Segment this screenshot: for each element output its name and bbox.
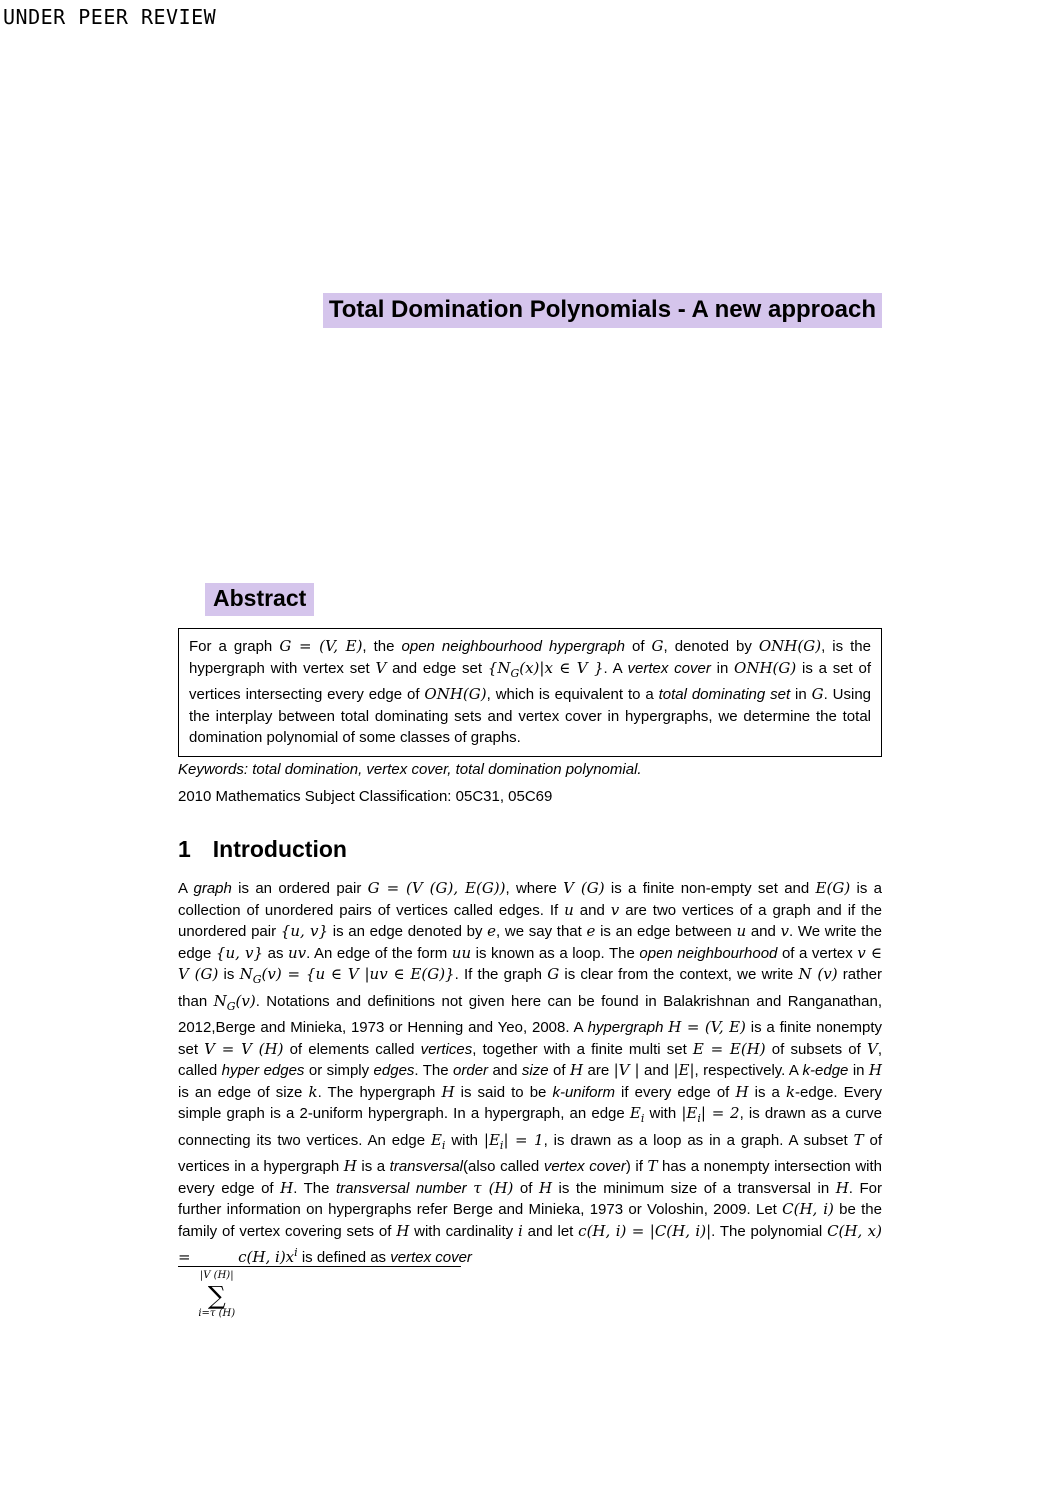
- sigma-glyph: ∑: [207, 1280, 226, 1310]
- text-segment: . The hypergraph: [317, 1083, 442, 1101]
- math-segment: uu: [451, 943, 472, 962]
- math-segment: |E: [681, 1104, 698, 1122]
- math-segment: G = (V (G), E(G)): [367, 879, 506, 897]
- introduction-text: [178, 879, 883, 1319]
- math-segment: H: [441, 1082, 455, 1101]
- text-segment: is an edge of size: [178, 1083, 309, 1101]
- text-segment: is clear from the context, we write: [559, 966, 799, 983]
- math-segment: ONH(G): [758, 637, 822, 655]
- text-segment: . A: [603, 659, 628, 677]
- text-segment: . The: [414, 1062, 454, 1079]
- text-segment: of: [513, 1179, 539, 1197]
- math-segment: e: [586, 922, 596, 940]
- text-segment: . The: [293, 1179, 336, 1197]
- peer-review-banner: UNDER PEER REVIEW: [3, 5, 217, 29]
- text-segment: A: [178, 880, 194, 897]
- math-segment: i: [294, 1246, 298, 1259]
- text-segment: and: [639, 1062, 674, 1079]
- text-segment: and let: [522, 1222, 579, 1240]
- math-segment: C(H, i): [782, 1200, 834, 1218]
- text-segment: . Using the interplay between total dominating sets and vertex cover in hypergraphs, we determine the total domination polynomial of some classes of graphs.: [189, 686, 872, 747]
- text-segment: is an edge denoted by: [328, 923, 488, 940]
- math-segment: i: [499, 1138, 504, 1152]
- text-segment: , the: [362, 638, 402, 655]
- math-segment: i: [640, 1112, 645, 1125]
- text-segment: . For further information on hypergraphs refer Berge and Minieka, 1973 or Voloshin, 2009. Let: [178, 1179, 882, 1218]
- text-segment: in: [848, 1062, 869, 1079]
- math-segment: e: [487, 922, 497, 940]
- summation-symbol: [198, 1270, 235, 1320]
- text-segment: For a graph: [189, 638, 280, 655]
- text-segment: , we say that: [496, 923, 587, 940]
- math-segment: N: [239, 965, 253, 983]
- math-segment: C(H, x) =: [178, 1221, 882, 1266]
- text-segment: is: [218, 966, 240, 983]
- text-segment: of subsets of: [765, 1040, 867, 1058]
- math-segment: H = (V, E): [668, 1018, 746, 1036]
- text-segment: , respectively. A: [694, 1062, 803, 1079]
- text-segment: with: [445, 1131, 484, 1149]
- math-segment: H: [868, 1061, 883, 1079]
- text-segment: of: [548, 1062, 570, 1079]
- math-segment: N (v): [798, 965, 838, 983]
- text-segment: is a: [356, 1158, 390, 1175]
- emphasis-segment: vertex cover: [390, 1249, 472, 1266]
- math-segment: G: [811, 685, 824, 704]
- emphasis-segment: k-uniform: [552, 1083, 615, 1101]
- math-segment: i: [518, 1221, 523, 1240]
- text-segment: , where: [505, 880, 564, 897]
- math-segment: v: [610, 900, 620, 919]
- text-segment: is a: [748, 1083, 786, 1101]
- text-segment: . If the graph: [454, 966, 548, 983]
- math-segment: c(H, i)x: [238, 1248, 295, 1266]
- emphasis-segment: total dominating set: [658, 686, 791, 704]
- math-segment: i: [441, 1138, 446, 1152]
- emphasis-segment: transversal number: [335, 1179, 467, 1197]
- math-segment: H: [735, 1082, 749, 1101]
- math-segment: | = 2: [700, 1104, 740, 1122]
- math-segment: V (G): [563, 879, 605, 897]
- math-segment: G: [252, 973, 262, 986]
- text-segment: and: [573, 901, 611, 919]
- text-segment: . The polynomial: [711, 1222, 828, 1240]
- text-segment: if every edge of: [614, 1083, 736, 1101]
- text-segment: and edge set: [386, 659, 488, 677]
- text-segment: are two vertices of a graph and if the unordered pair: [178, 901, 883, 940]
- text-segment: of: [624, 638, 652, 655]
- math-segment: i: [697, 1112, 701, 1125]
- math-segment: H: [396, 1221, 410, 1240]
- text-segment: be the family of vertex covering sets of: [178, 1201, 882, 1240]
- emphasis-segment: k-edge: [802, 1062, 849, 1079]
- math-segment: N: [213, 991, 227, 1010]
- math-segment: |V |: [613, 1061, 640, 1079]
- emphasis-segment: size: [521, 1062, 549, 1079]
- text-segment: and: [488, 1062, 522, 1079]
- text-segment: , is drawn as a curve connecting its two vertices. An edge: [178, 1105, 883, 1149]
- sum-lower-limit: i=τ (H): [198, 1307, 236, 1319]
- math-segment: H: [538, 1178, 553, 1197]
- math-segment: H: [343, 1157, 357, 1175]
- text-segment: is defined as: [297, 1249, 391, 1266]
- abstract-text: [189, 638, 871, 746]
- emphasis-segment: vertex cover: [543, 1158, 626, 1175]
- text-segment: in: [790, 686, 812, 704]
- text-segment: is the minimum size of a transversal in: [552, 1179, 836, 1197]
- emphasis-segment: vertex cover: [627, 659, 711, 677]
- emphasis-segment: hyper edges: [221, 1062, 305, 1079]
- text-segment: is known as a loop. The: [471, 944, 640, 962]
- keywords-line: Keywords: total domination, vertex cover, total domination polynomial.: [178, 761, 642, 778]
- math-segment: {u, v}: [280, 922, 329, 940]
- math-segment: v ∈ V (G): [178, 943, 882, 983]
- introduction-paragraph: [178, 878, 882, 1320]
- text-segment: rather than: [178, 966, 882, 1010]
- emphasis-segment: open neighbourhood hypergraph: [401, 638, 625, 655]
- text-segment: , is drawn as a loop as in a graph. A subset: [543, 1131, 854, 1149]
- abstract-heading: Abstract: [205, 583, 314, 616]
- math-segment: G: [651, 637, 664, 655]
- math-segment: k: [785, 1082, 796, 1101]
- text-segment: of elements called: [283, 1040, 421, 1058]
- title-row: [178, 296, 882, 324]
- math-segment: |E|: [673, 1061, 695, 1079]
- text-segment: of vertices in a hypergraph: [178, 1131, 883, 1175]
- text-segment: has a nonempty intersection with every edge of: [178, 1158, 882, 1197]
- math-segment: G: [510, 666, 520, 680]
- math-segment: (v): [235, 991, 256, 1010]
- text-segment: , denoted by: [663, 638, 759, 655]
- math-segment: (x)|x ∈ V }: [519, 658, 604, 677]
- math-segment: | = 1: [503, 1130, 544, 1149]
- text-segment: . We write the edge: [178, 923, 882, 962]
- math-segment: H: [280, 1178, 294, 1197]
- math-segment: H: [569, 1061, 584, 1079]
- math-segment: ONH(G): [424, 685, 487, 704]
- math-segment: {N: [487, 658, 511, 677]
- emphasis-segment: transversal: [389, 1158, 464, 1175]
- math-segment: G = (V, E): [279, 637, 363, 655]
- emphasis-segment: edges: [373, 1062, 415, 1079]
- text-segment: is a finite nonempty set: [178, 1019, 883, 1058]
- math-segment: V: [375, 658, 387, 677]
- section-title: Introduction: [212, 836, 347, 862]
- text-segment: -edge. Every simple graph is a 2-uniform hypergraph. In a hypergraph, an edge: [178, 1083, 882, 1122]
- text-segment: is an ordered pair: [231, 880, 368, 897]
- text-segment: , called: [178, 1040, 882, 1079]
- text-segment: as: [263, 944, 288, 962]
- text-segment: is said to be: [454, 1083, 553, 1101]
- msc-line: 2010 Mathematics Subject Classification: 05C31, 05C69: [178, 788, 553, 805]
- text-segment: with cardinality: [409, 1222, 518, 1240]
- text-segment: . An edge of the form: [306, 944, 452, 962]
- text-segment: (also called: [463, 1158, 544, 1175]
- math-segment: c(H, i) = |C(H, i)|: [578, 1221, 712, 1240]
- emphasis-segment: hypergraph: [587, 1019, 664, 1036]
- math-segment: G: [226, 999, 236, 1013]
- math-segment: (v) = {u ∈ V |uv ∈ E(G)}: [261, 965, 455, 983]
- emphasis-segment: vertices: [420, 1040, 473, 1058]
- math-segment: v: [780, 922, 790, 940]
- text-segment: are: [583, 1062, 614, 1079]
- math-segment: H: [835, 1178, 849, 1197]
- text-segment: with: [644, 1105, 682, 1122]
- math-segment: k: [308, 1082, 318, 1101]
- math-segment: u: [564, 900, 574, 919]
- math-segment: E(G): [815, 879, 851, 897]
- emphasis-segment: open neighbourhood: [639, 944, 778, 962]
- math-segment: G: [547, 965, 560, 983]
- math-segment: E = E(H): [692, 1039, 766, 1058]
- section-heading: [178, 836, 347, 863]
- math-segment: E: [430, 1130, 442, 1149]
- emphasis-segment: graph: [193, 880, 232, 897]
- text-segment: and: [746, 923, 781, 940]
- footnote-rule: [178, 1266, 461, 1267]
- sum-upper-limit: |V (H)|: [199, 1270, 234, 1281]
- text-segment: . Notations and definitions not given here can be found in Balakrishnan and Ranganathan, 2012,Berge and Minieka, 1973 or Henning and Yeo, 2008. A: [178, 992, 882, 1036]
- text-segment: is a collection of unordered pairs of vertices called edges. If: [178, 880, 882, 919]
- text-segment: is an edge between: [595, 923, 737, 940]
- text-segment: , together with a finite multi set: [472, 1040, 693, 1058]
- paper-title: Total Domination Polynomials - A new approach: [323, 293, 882, 328]
- section-number: 1: [178, 836, 191, 862]
- math-segment: uv: [287, 943, 307, 962]
- text-segment: in: [710, 659, 735, 677]
- math-segment: V = V (H): [204, 1039, 284, 1058]
- math-segment: T: [853, 1130, 864, 1149]
- math-segment: |E: [483, 1130, 500, 1149]
- text-segment: ) if: [625, 1158, 648, 1175]
- text-segment: is a finite non-empty set and: [604, 880, 816, 897]
- text-segment: is a set of vertices intersecting every edge of: [189, 659, 871, 704]
- math-segment: u: [736, 922, 747, 940]
- math-segment: ONH(G): [734, 658, 797, 677]
- math-segment: V: [866, 1039, 878, 1058]
- math-segment: T: [647, 1157, 658, 1175]
- text-segment: , is the hypergraph with vertex set: [189, 638, 871, 677]
- text-segment: or simply: [304, 1062, 374, 1079]
- math-segment: τ (H): [473, 1178, 514, 1197]
- text-segment: of a vertex: [777, 944, 858, 962]
- math-segment: E: [629, 1104, 641, 1122]
- emphasis-segment: order: [453, 1062, 489, 1079]
- math-segment: {u, v}: [215, 943, 264, 962]
- abstract-box: [178, 628, 882, 757]
- abstract-heading-row: [205, 585, 314, 612]
- text-segment: , which is equivalent to a: [486, 686, 659, 704]
